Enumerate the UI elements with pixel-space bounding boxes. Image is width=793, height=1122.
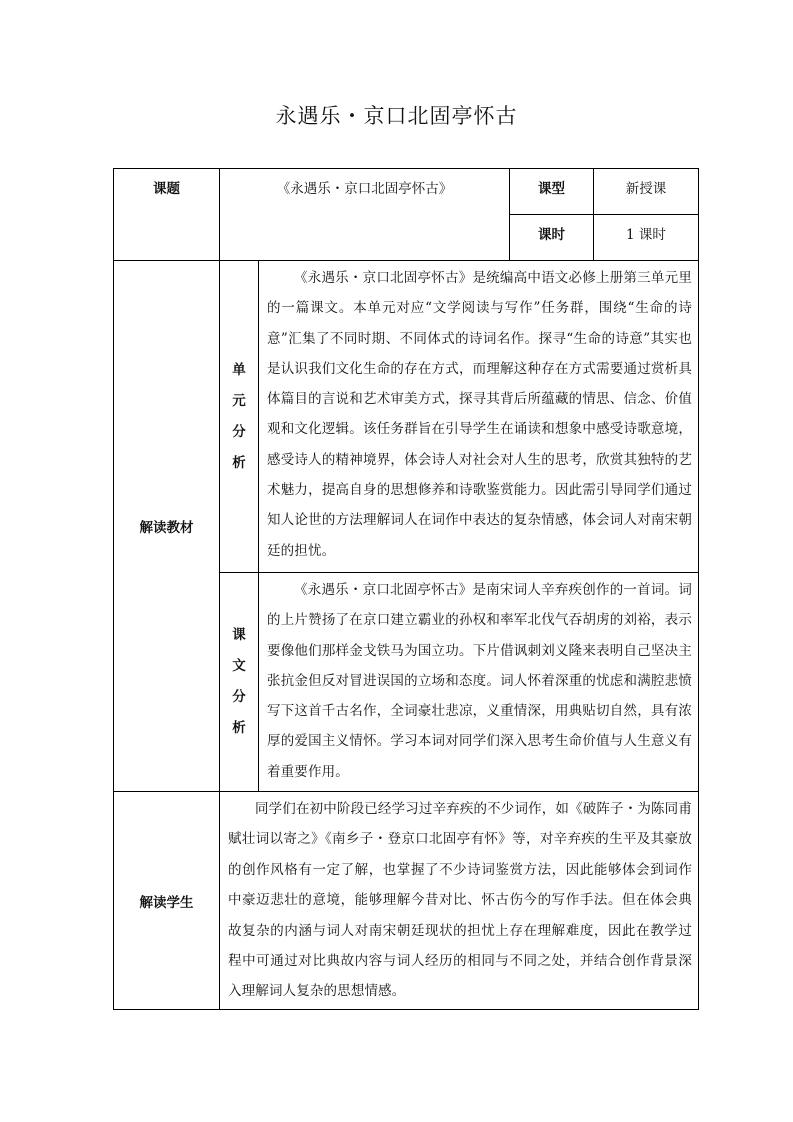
text-analysis-label-char: 课 <box>232 627 246 643</box>
material-label: 解读教材 <box>114 261 220 792</box>
students-label: 解读学生 <box>114 792 220 1010</box>
topic-label: 课题 <box>114 169 220 261</box>
unit-analysis-text: 《永遇乐・京口北固亭怀古》是统编高中语文必修上册第三单元里的一篇课文。本单元对应“文学阅读与写作”任务群，围绕“生命的诗意”汇集了不同时期、不同体式的诗词名作。探寻“生命的诗意”其实也是认识我们文化生命的存在方式，而理解这种存在方式需要通过赏析具体篇目的言说和艺术审美方式，探寻其背后所蕴藏的情思、信念、价值观和文化逻辑。该任务群旨在引导学生在诵读和想象中感受诗歌意境，感受诗人的精神境界，体会诗人对社会对人生的思考，欣赏其独特的艺术魅力，提高自身的思想修养和诗歌鉴赏能力。因此需引导同学们通过知人论世的方法理解词人在词作中表达的复杂情感，体会词人对南宋朝廷的担忧。 <box>259 261 699 573</box>
text-analysis-label <box>220 573 259 792</box>
text-analysis-text: 《永遇乐・京口北固亭怀古》是南宋词人辛弃疾创作的一首词。词的上片赞扬了在京口建立霸业的孙权和率军北伐气吞胡虏的刘裕，表示要像他们那样金戈铁马为国立功。下片借讽刺刘义隆来表明自己坚决主张抗金但反对冒进误国的立场和态度。词人怀着深重的忧虑和满腔悲愤写下这首千古名作，全词豪壮悲凉，义重情深，用典贴切自然，具有浓厚的爱国主义情怀。学习本词对同学们深入思考生命价值与人生意义有着重要作用。 <box>259 573 699 792</box>
unit-analysis-label <box>220 261 259 573</box>
lesson-type-value: 新授课 <box>594 169 699 215</box>
text-analysis-label-char: 分 <box>232 689 246 705</box>
lesson-period-value: 1 课时 <box>594 215 699 261</box>
document-title: 永遇乐・京口北固亭怀古 <box>275 104 518 128</box>
unit-analysis-label-char: 析 <box>232 454 246 471</box>
lesson-period-label: 课时 <box>510 215 594 261</box>
text-analysis-label-char: 析 <box>232 720 246 736</box>
students-text: 同学们在初中阶段已经学习过辛弃疾的不少词作，如《破阵子・为陈同甫赋壮词以寄之》《南乡子・登京口北固亭有怀》等，对辛弃疾的生平及其豪放的创作风格有一定了解，也掌握了不少诗词鉴赏方法，因此能够体会到词作中豪迈悲壮的意境，能够理解今昔对比、怀古伤今的写作手法。但在体会典故复杂的内涵与词人对南宋朝廷现状的担忧上存在理解难度，因此在教学过程中可通过对比典故内容与词人经历的相同与不同之处，并结合创作背景深入理解词人复杂的思想情感。 <box>220 792 699 1010</box>
topic-value: 《永遇乐・京口北固亭怀古》 <box>220 169 510 261</box>
unit-analysis-label-char: 单 <box>232 361 246 378</box>
lesson-type-label: 课型 <box>510 169 594 215</box>
lesson-plan-table <box>113 168 699 1010</box>
unit-analysis-label-char: 分 <box>232 423 246 440</box>
unit-analysis-label-char: 元 <box>232 392 246 409</box>
text-analysis-label-char: 文 <box>232 658 246 674</box>
